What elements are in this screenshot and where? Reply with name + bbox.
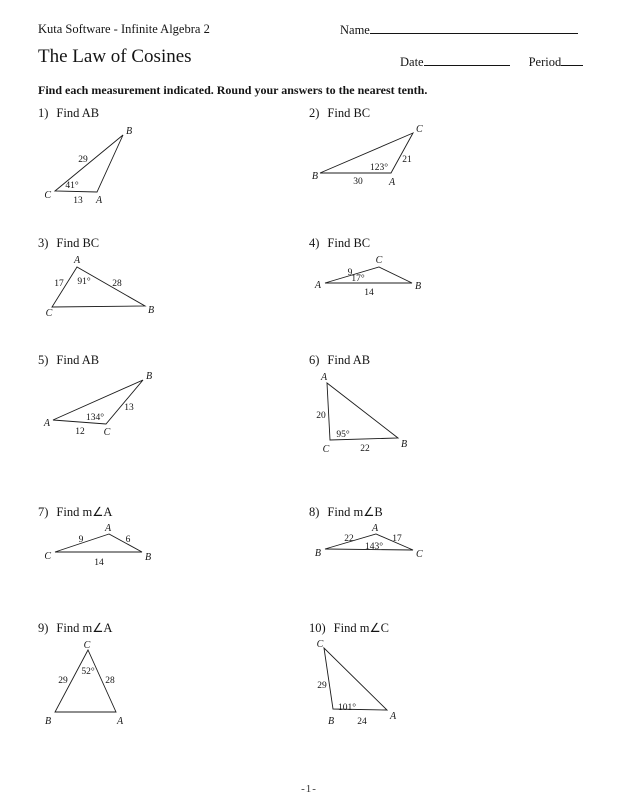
side-length-label: 9 <box>347 268 353 278</box>
vertex-label: C <box>44 190 51 201</box>
side-length-label: 22 <box>344 534 354 544</box>
side-length-label: 22 <box>360 444 370 454</box>
angle-label: 41° <box>65 181 79 191</box>
problem-question: Find m∠C <box>333 621 389 635</box>
problem-5-prompt <box>38 353 99 368</box>
problem-number: 3) <box>38 236 49 250</box>
vertex-label: A <box>371 523 379 534</box>
problem-number: 8) <box>309 505 320 519</box>
page-number: -1- <box>301 783 317 795</box>
side-length-label: 20 <box>316 411 326 421</box>
triangle-figure-7 <box>40 522 155 568</box>
name-field-line <box>370 22 578 34</box>
problem-question: Find BC <box>327 236 371 250</box>
date-period-row <box>400 54 583 70</box>
triangle-figure-1 <box>40 122 155 207</box>
vertex-label: C <box>375 255 383 266</box>
vertex-label: B <box>401 439 408 450</box>
vertex-label: A <box>320 372 328 383</box>
period-field-line <box>561 54 583 66</box>
side-length-label: 12 <box>75 427 85 437</box>
side-length-label: 17 <box>392 534 402 544</box>
side-length-label: 17 <box>54 279 64 289</box>
problem-2-prompt <box>309 106 370 121</box>
problem-question: Find BC <box>56 236 100 250</box>
vertex-label: A <box>95 195 103 206</box>
triangle-figure-2 <box>310 124 430 188</box>
vertex-label: B <box>148 305 155 316</box>
problem-number: 4) <box>309 236 320 250</box>
vertex-label: A <box>389 711 397 722</box>
vertex-label: A <box>73 255 81 266</box>
vertex-label: C <box>416 124 423 135</box>
angle-label: 95° <box>336 430 350 440</box>
name-row <box>340 22 578 38</box>
problem-question: Find AB <box>327 353 371 367</box>
vertex-label: C <box>322 444 330 455</box>
triangle-outline <box>320 133 413 173</box>
problem-7-prompt <box>38 504 112 520</box>
side-length-label: 14 <box>364 288 374 298</box>
problem-number: 6) <box>309 353 320 367</box>
problem-1-prompt <box>38 106 99 121</box>
vertex-label: B <box>146 371 153 382</box>
side-length-label: 30 <box>353 177 363 187</box>
side-length-label: 29 <box>58 676 68 686</box>
vertex-label: B <box>311 171 318 182</box>
side-length-label: 29 <box>78 155 88 165</box>
problem-number: 5) <box>38 353 49 367</box>
vertex-label: B <box>126 126 133 137</box>
problem-number: 9) <box>38 621 49 635</box>
problem-question: Find BC <box>327 106 371 120</box>
side-length-label: 24 <box>357 717 367 727</box>
vertex-label: A <box>104 523 112 534</box>
angle-label: 123° <box>369 163 389 173</box>
problem-question: Find m∠A <box>56 621 113 635</box>
problem-number: 7) <box>38 505 49 519</box>
triangle-figure-4 <box>310 254 430 299</box>
vertex-label: A <box>116 716 124 727</box>
vertex-label: B <box>314 548 321 559</box>
side-length-label: 28 <box>112 279 122 289</box>
vertex-label: C <box>316 639 324 650</box>
side-length-label: 13 <box>124 403 134 413</box>
triangle-figure-10 <box>310 640 410 728</box>
problem-number: 2) <box>309 106 320 120</box>
triangle-outline <box>52 267 145 307</box>
angle-label: 52° <box>81 667 95 677</box>
problem-question: Find m∠B <box>327 505 383 519</box>
date-label: Date <box>400 55 424 69</box>
triangle-figure-6 <box>310 370 415 454</box>
vertex-label: A <box>314 280 321 291</box>
date-field-line <box>424 54 510 66</box>
problem-number: 1) <box>38 106 49 120</box>
angle-label: 17° <box>351 274 365 284</box>
angle-label: 91° <box>77 277 91 287</box>
vertex-label: A <box>388 177 396 188</box>
triangle-outline <box>324 648 387 710</box>
instructions-text: Find each measurement indicated. Round your answers to the nearest tenth. <box>38 83 428 97</box>
side-length-label: 13 <box>73 196 83 206</box>
problem-9-prompt <box>38 620 112 636</box>
problem-question: Find m∠A <box>56 505 113 519</box>
vertex-label: B <box>327 716 335 727</box>
page-title: The Law of Cosines <box>38 46 192 67</box>
vertex-label: C <box>416 549 423 560</box>
vertex-label: A <box>43 418 50 429</box>
name-label: Name <box>340 23 370 37</box>
triangle-figure-5 <box>40 370 155 438</box>
problem-3-prompt <box>38 236 99 251</box>
brand-text: Kuta Software - Infinite Algebra 2 <box>38 22 210 36</box>
side-length-label: 21 <box>402 155 412 165</box>
angle-label: 101° <box>337 703 357 713</box>
angle-label: 134° <box>85 413 105 423</box>
side-length-label: 6 <box>125 535 131 545</box>
problem-8-prompt <box>309 504 383 520</box>
problem-4-prompt <box>309 236 370 251</box>
side-length-label: 9 <box>78 535 84 545</box>
vertex-label: C <box>44 551 51 562</box>
side-length-label: 28 <box>105 676 115 686</box>
vertex-label: B <box>145 552 152 563</box>
problem-question: Find AB <box>56 106 100 120</box>
vertex-label: B <box>44 716 52 727</box>
problem-question: Find AB <box>56 353 100 367</box>
vertex-label: C <box>103 427 111 438</box>
problem-6-prompt <box>309 353 370 368</box>
side-length-label: 29 <box>317 681 327 691</box>
problem-number: 10) <box>309 621 326 635</box>
vertex-label: C <box>45 308 53 319</box>
triangle-figure-9 <box>40 640 140 728</box>
vertex-label: B <box>415 281 422 292</box>
period-label: Period <box>528 55 562 69</box>
problem-10-prompt <box>309 620 389 636</box>
triangle-outline <box>325 267 412 283</box>
angle-label: 143° <box>364 542 384 552</box>
triangle-figure-3 <box>40 252 160 320</box>
side-length-label: 14 <box>94 558 104 568</box>
vertex-label: C <box>83 640 91 651</box>
triangle-figure-8 <box>310 522 430 566</box>
